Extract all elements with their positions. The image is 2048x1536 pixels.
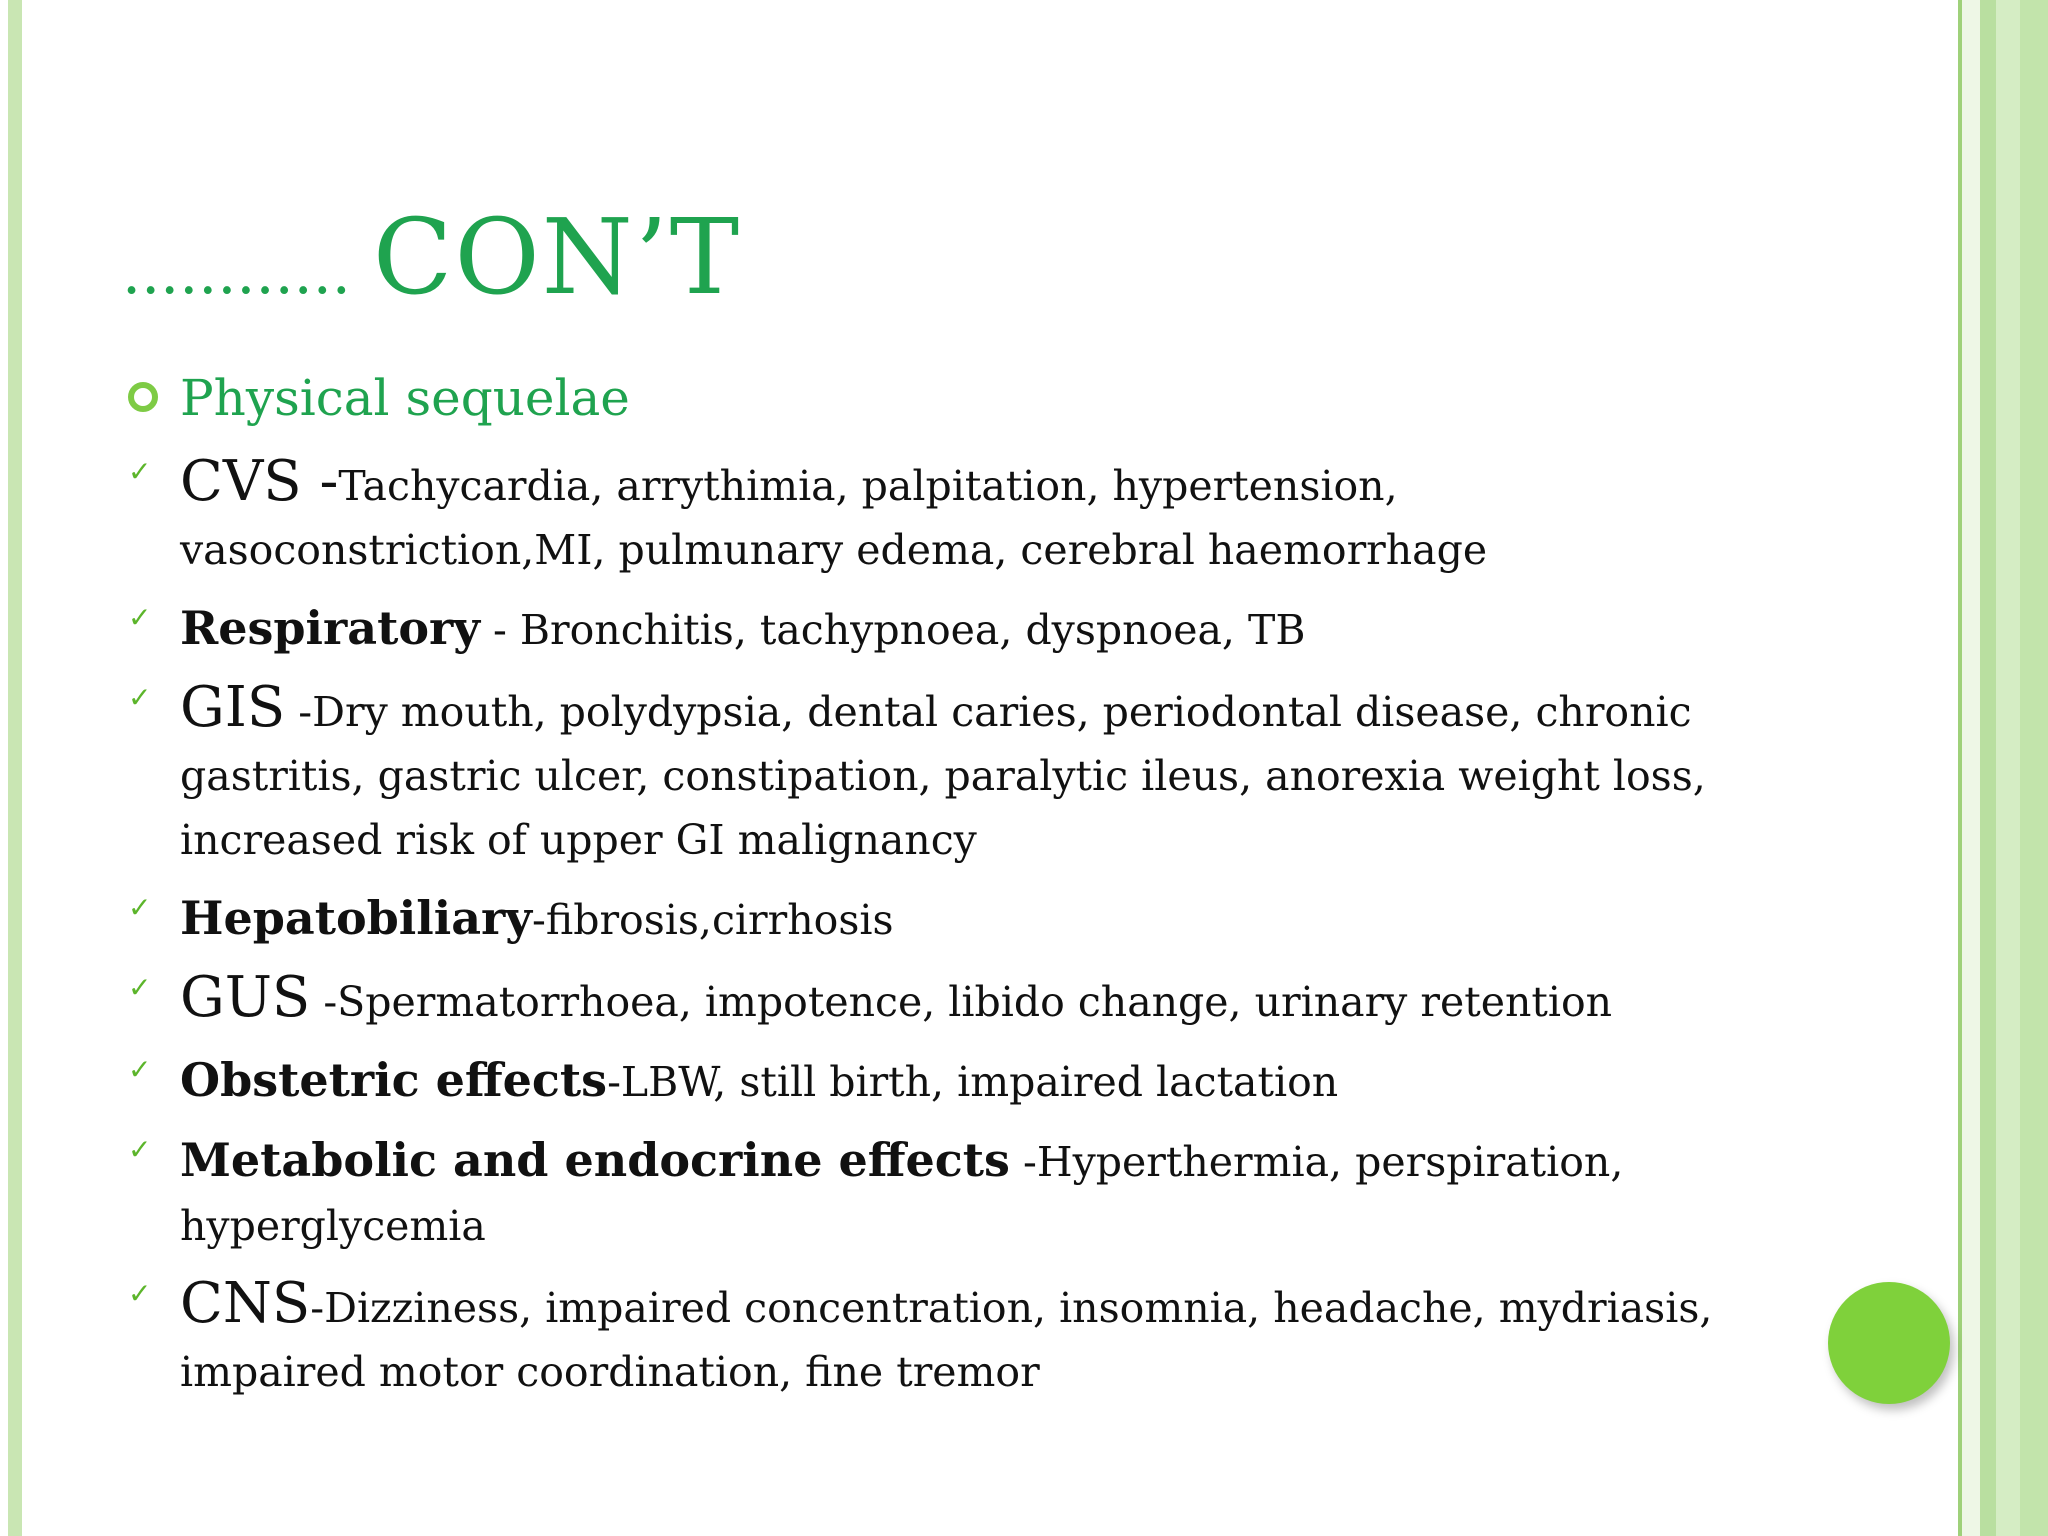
item-text: -LBW, still birth, impaired lactation: [607, 1057, 1339, 1106]
item-label: Respiratory: [180, 600, 480, 655]
check-icon: ✓: [128, 600, 152, 634]
left-border-decoration: [8, 0, 22, 1536]
list-item-obstetric: [128, 1048, 1768, 1114]
slide-title: [122, 196, 742, 318]
item-label: Obstetric effects: [180, 1052, 608, 1107]
item-text: -Dizziness, impaired concentration, insomnia, headache, mydriasis, impaired motor coordination, fine tremor: [180, 1283, 1713, 1396]
title-dots: ............: [122, 238, 351, 308]
check-icon: ✓: [128, 1276, 152, 1310]
list-item-gis: [128, 676, 1768, 872]
item-text: - Bronchitis, tachypnoea, dyspnoea, TB: [479, 605, 1306, 654]
circle-bullet-icon: [128, 382, 158, 412]
green-circle-icon: [1828, 1282, 1950, 1404]
right-stripes-decoration: [1958, 0, 2048, 1536]
list-item-hepatobiliary: [128, 886, 1768, 952]
item-text: -fibrosis,cirrhosis: [532, 895, 894, 944]
item-label: Metabolic and endocrine effects: [180, 1132, 1010, 1187]
item-text: -Dry mouth, polydypsia, dental caries, periodontal disease, chronic gastritis, gastric ulcer, constipation, paralytic ileus, anorexia weight loss, increased risk of upper GI malignancy: [180, 687, 1706, 864]
slide-content: [128, 370, 1768, 1418]
list-item-gus: [128, 966, 1768, 1034]
check-icon: ✓: [128, 1052, 152, 1086]
list-item-cvs: [128, 450, 1768, 582]
item-label: CNS: [180, 1270, 311, 1336]
title-text: CON’T: [372, 196, 742, 318]
item-label: GUS: [180, 964, 311, 1030]
check-icon: ✓: [128, 890, 152, 924]
item-text: Tachycardia, arrythimia, palpitation, hypertension, vasoconstriction,MI, pulmunary edema, cerebral haemorrhage: [180, 461, 1488, 574]
check-icon: ✓: [128, 1132, 152, 1166]
section-heading-text: Physical sequelae: [180, 369, 630, 427]
item-text: -Spermatorrhoea, impotence, libido change, urinary retention: [310, 977, 1613, 1026]
check-icon: ✓: [128, 454, 152, 488]
section-heading: [128, 370, 1768, 428]
check-icon: ✓: [128, 970, 152, 1004]
item-label: Hepatobiliary: [180, 890, 532, 945]
item-label: CVS -: [180, 448, 339, 514]
list-item-cns: [128, 1272, 1768, 1404]
item-label: GIS: [180, 674, 286, 740]
item-text: -Hyperthermia, perspiration, hyperglycemia: [180, 1137, 1624, 1250]
list-item-respiratory: [128, 596, 1768, 662]
check-icon: ✓: [128, 680, 152, 714]
list-item-metabolic: [128, 1128, 1768, 1258]
